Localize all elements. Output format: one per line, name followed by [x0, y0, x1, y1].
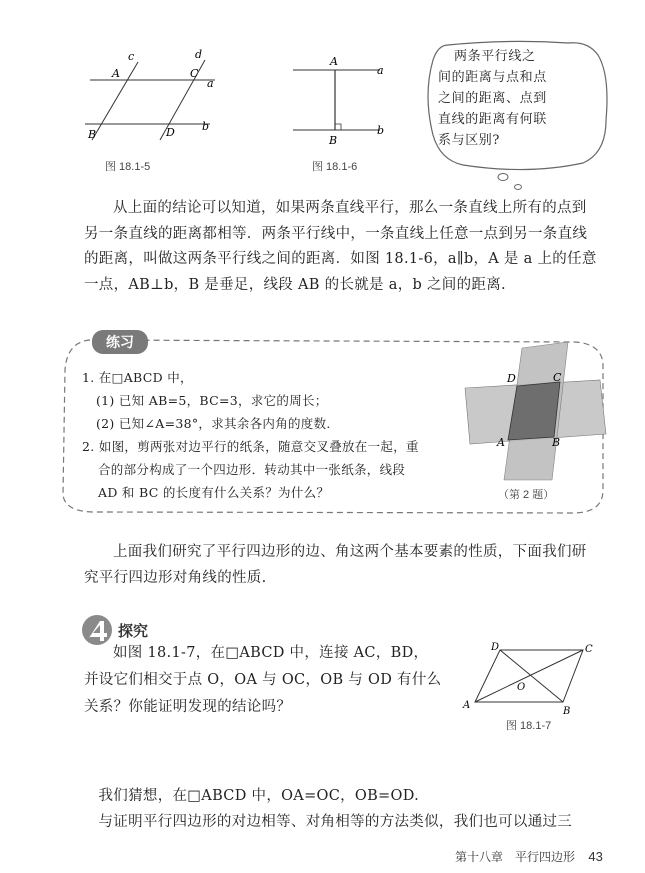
exercise-tag: 练习 [92, 330, 148, 354]
label-C: C [585, 644, 593, 655]
text-line: 关系？你能证明发现的结论吗？ [84, 699, 292, 715]
label-a: a [207, 77, 214, 90]
bubble-line: 之间的距离、点到 [438, 91, 547, 106]
text-line: 另一条直线的距离都相等．两条平行线中，一条直线上任意一点到另一条直线 [84, 225, 588, 242]
figure-caption: 图 18.1-6 [312, 161, 358, 173]
figure-caption: （第 2 题） [498, 489, 555, 501]
figure-18-1-6 [285, 50, 395, 150]
label-c: c [128, 50, 135, 63]
label-C: C [190, 67, 199, 80]
text-line: 一点，AB⊥b，B 是垂足，线段 AB 的长就是 a，b 之间的距离. [84, 276, 506, 293]
figure-caption: 图 18.1-5 [105, 161, 151, 173]
bubble-line: 直线的距离有何联 [438, 112, 547, 127]
exercise-line: (2) 已知∠A=38°，求其余各内角的度数. [96, 416, 331, 431]
label-b: b [377, 124, 385, 137]
text-line: 并设它们相交于点 O，OA 与 OC，OB 与 OD 有什么 [84, 672, 442, 688]
bubble-line: 间的距离与点和点 [438, 70, 547, 85]
page-number: 43 [588, 849, 603, 864]
label-B: B [329, 134, 338, 147]
paragraph [84, 196, 604, 298]
footer [455, 848, 603, 865]
label-O: O [517, 682, 526, 693]
label-A: A [463, 700, 471, 711]
text-line: 如图 18.1-7，在□ABCD 中，连接 AC，BD， [113, 645, 429, 661]
label-C: C [553, 371, 562, 384]
label-B: B [563, 706, 571, 717]
text-line: 与证明平行四边形的对边相等、对角相等的方法类似，我们也可以通过三 [98, 813, 573, 830]
text-line: 的距离，叫做这两条平行线之间的距离．如图 18.1-6，a∥b，A 是 a 上的任意 [84, 251, 597, 267]
explore-title: 探究 [118, 623, 149, 640]
explore-text [84, 640, 464, 721]
label-D: D [166, 126, 175, 139]
exercise-line: (1) 已知 AB=5，BC=3，求它的周长； [96, 393, 328, 408]
label-b: b [202, 120, 210, 133]
label-A: A [497, 436, 505, 449]
text-line: 从上面的结论可以知道，如果两条直线平行，那么一条直线上所有的点到 [113, 200, 587, 216]
exercise-line: 1. 在□ABCD 中， [82, 370, 193, 385]
chapter-title: 第十八章 平行四边形 [455, 850, 576, 864]
label-a: a [377, 64, 384, 77]
bubble-line: 两条平行线之 [454, 49, 536, 64]
label-A: A [112, 67, 120, 80]
text-line: 究平行四边形对角线的性质. [84, 569, 267, 586]
label-D: D [507, 372, 516, 385]
exercise-line: AD 和 BC 的长度有什么关系？为什么？ [98, 485, 330, 500]
bubble-line: 系与区别? [438, 133, 500, 148]
label-A: A [330, 55, 338, 68]
exercise-line: 合的部分构成了一个四边形．转动其中一张纸条，线段 [98, 462, 406, 477]
text-line: 上面我们研究了平行四边形的边、角这两个基本要素的性质，下面我们研 [113, 544, 587, 560]
label-B: B [88, 128, 97, 141]
paragraph [84, 540, 604, 591]
text-line: 我们猜想，在□ABCD 中，OA=OC，OB=OD. [98, 788, 420, 804]
paragraph [84, 784, 614, 835]
bubble-text [438, 46, 598, 151]
crossed-strips-figure [460, 340, 610, 485]
exercise-line: 2. 如图，剪两张对边平行的纸条，随意交叉叠放在一起，重 [82, 439, 419, 454]
exercise-text [82, 366, 462, 504]
figure-18-1-7 [455, 640, 615, 720]
label-D: D [491, 642, 500, 653]
label-d: d [195, 48, 203, 61]
label-B: B [552, 436, 561, 449]
figure-caption: 图 18.1-7 [506, 720, 552, 732]
